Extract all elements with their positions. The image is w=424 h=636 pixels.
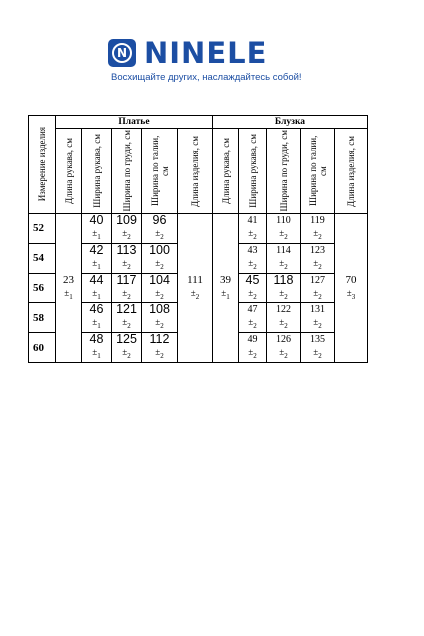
measurement-value: 47 [247,304,258,316]
tolerance: $\pm_1$ [64,287,73,301]
blouse-waist-width-cell [301,214,335,244]
measurement-value: 131 [310,304,325,316]
blouse-chest-width-cell [267,214,301,244]
tolerance: $\pm_3$ [346,287,356,301]
measurement-value: 122 [276,304,291,316]
size-column-header: Измерение изделия [29,116,56,214]
dress-sleeve-width-cell [82,303,112,333]
measurement-value: 118 [273,272,294,287]
size-label: 54 [29,243,56,273]
tolerance: $\pm_2$ [155,257,164,271]
size-label: 58 [29,303,56,333]
measurement-value: 100 [149,242,170,257]
measurement-value: 49 [247,334,258,346]
blouse-waist-width-cell [301,303,335,333]
dress-group-header: Платье [56,116,213,129]
blouse-waist-width-cell [301,243,335,273]
measurement-value: 127 [310,274,325,286]
tolerance: $\pm_2$ [313,317,322,331]
tolerance: $\pm_2$ [155,228,164,241]
blouse-sleeve-length-cell [213,214,239,363]
tolerance: $\pm_2$ [313,228,322,241]
brand-name: NINELE [144,36,268,70]
tolerance: $\pm_1$ [92,287,101,301]
size-label: 52 [29,214,56,244]
measurement-value: 117 [116,272,137,287]
tolerance: $\pm_2$ [155,317,164,331]
measurement-value: 104 [149,272,170,287]
table-row [29,214,368,244]
blouse-sleeve-width-cell [239,273,267,303]
tolerance: $\pm_2$ [279,228,288,241]
tolerance: $\pm_2$ [122,317,131,331]
dress-waist-width-cell [142,333,178,363]
brand-logo [108,38,267,68]
blouse-sleeve-length-header: Длина рукава, см [213,129,239,214]
size-label: 60 [29,333,56,363]
tolerance: $\pm_2$ [155,347,164,360]
measurement-value: 119 [310,215,325,226]
tolerance: $\pm_2$ [248,287,257,301]
blouse-sleeve-width-cell [239,243,267,273]
measurement-value: 43 [247,244,258,256]
blouse-sleeve-width-cell [239,303,267,333]
blouse-chest-width-cell [267,333,301,363]
dress-chest-width-cell [112,333,142,363]
brand-mark-icon: N [108,39,136,67]
measurement-value: 126 [276,334,291,346]
tolerance: $\pm_2$ [313,287,322,301]
blouse-length-cell [335,214,368,363]
size-chart-table [28,115,368,363]
measurement-value: 125 [116,332,137,347]
dress-garment-length-header: Длина изделия, см [178,129,213,214]
blouse-group-header: Блузка [213,116,368,129]
tolerance: $\pm_2$ [279,317,288,331]
measurement-value: 110 [276,215,291,226]
tolerance: $\pm_2$ [248,228,257,241]
tolerance: $\pm_2$ [248,257,257,271]
tolerance: $\pm_1$ [221,287,230,301]
blouse-sleeve-width-header: Ширина рукава, см [239,129,267,214]
dress-waist-width-cell [142,273,178,303]
tolerance: $\pm_1$ [92,228,101,241]
measurement-value: 70 [345,273,357,286]
measurement-value: 111 [187,273,203,286]
measurement-value: 109 [116,213,137,227]
measurement-value: 113 [116,242,137,257]
size-label: 56 [29,273,56,303]
dress-sleeve-length-header: Длина рукава, см [56,129,82,214]
measurement-value: 114 [276,244,291,256]
measurement-value: 123 [310,244,325,256]
tolerance: $\pm_2$ [122,257,131,271]
measurement-value: 45 [245,272,260,287]
measurement-value: 46 [89,302,104,317]
tolerance: $\pm_2$ [279,257,288,271]
tolerance: $\pm_2$ [313,347,322,360]
tolerance: $\pm_2$ [122,228,131,241]
dress-chest-width-header: Ширина по груди, см [112,129,142,214]
tolerance: $\pm_2$ [122,347,131,360]
tolerance: $\pm_2$ [155,287,164,301]
measurement-value: 39 [220,273,231,286]
measurement-value: 135 [310,334,325,346]
tolerance: $\pm_2$ [313,257,322,271]
measurement-value: 41 [247,215,258,226]
dress-waist-width-cell [142,214,178,244]
blouse-chest-width-cell [267,303,301,333]
dress-chest-width-cell [112,214,142,244]
blouse-chest-width-cell [267,273,301,303]
tolerance: $\pm_2$ [279,347,288,360]
dress-length-cell [178,214,213,363]
measurement-value: 42 [89,242,104,257]
blouse-sleeve-width-cell [239,333,267,363]
blouse-waist-width-cell [301,333,335,363]
tolerance: $\pm_1$ [92,317,101,331]
measurement-value: 23 [63,273,74,286]
measurement-value: 48 [89,332,104,347]
dress-chest-width-cell [112,243,142,273]
measurement-value: 112 [149,332,170,347]
tolerance: $\pm_2$ [248,347,257,360]
tolerance: $\pm_2$ [279,287,288,301]
measurement-value: 44 [89,272,104,287]
tolerance: $\pm_2$ [122,287,131,301]
dress-waist-width-cell [142,303,178,333]
blouse-sleeve-width-cell [239,214,267,244]
measurement-value: 108 [149,302,170,317]
dress-sleeve-width-cell [82,243,112,273]
dress-chest-width-cell [112,273,142,303]
dress-sleeve-width-cell [82,273,112,303]
dress-waist-width-header: Ширина по талии, см [142,129,178,214]
dress-sleeve-length-cell [56,214,82,363]
dress-waist-width-cell [142,243,178,273]
tolerance: $\pm_2$ [190,287,200,301]
dress-sleeve-width-header: Ширина рукава, см [82,129,112,214]
measurement-value: 121 [116,302,137,317]
tolerance: $\pm_1$ [92,257,101,271]
brand-tagline: Восхищайте других, наслаждайтесь собой! [111,72,302,83]
tolerance: $\pm_1$ [92,347,101,360]
tolerance: $\pm_2$ [248,317,257,331]
blouse-waist-width-cell [301,273,335,303]
blouse-chest-width-cell [267,243,301,273]
blouse-chest-width-header: Ширина по груди, см [267,129,301,214]
dress-sleeve-width-cell [82,214,112,244]
measurement-value: 96 [152,213,167,227]
dress-chest-width-cell [112,303,142,333]
blouse-waist-width-header: Ширина по талии, см [301,129,335,214]
measurement-value: 40 [89,213,104,227]
dress-sleeve-width-cell [82,333,112,363]
blouse-garment-length-header: Длина изделия, см [335,129,368,214]
